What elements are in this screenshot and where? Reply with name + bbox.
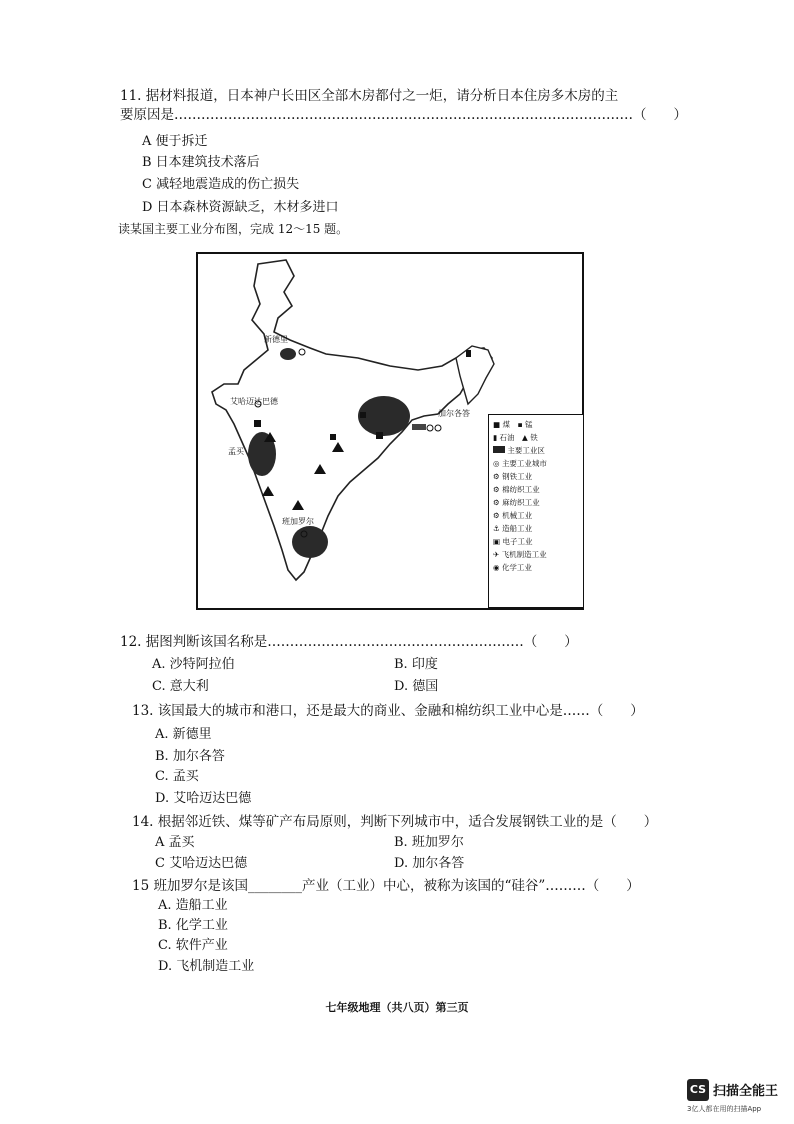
q13-option-a: A. 新德里 xyxy=(155,727,212,742)
q15-stem: 15 班加罗尔是该国________产业（工业）中心，被称为该国的“硅谷”………（ ） xyxy=(132,878,640,894)
chemical-icon: ◉ xyxy=(493,563,500,572)
legend-iron: 铁 xyxy=(530,433,538,442)
q14-option-b: B. 班加罗尔 xyxy=(394,835,464,850)
industry-icon xyxy=(412,424,426,430)
q12-option-b: B. 印度 xyxy=(394,657,438,672)
oil-marker xyxy=(254,420,261,427)
q13-stem: 13. 该国最大的城市和港口，还是最大的商业、金融和棉纺织工业中心是……（ ） xyxy=(132,703,644,719)
india-industry-map xyxy=(196,252,584,610)
jute-icon: ⚙ xyxy=(493,498,500,507)
industry-zone-south xyxy=(292,526,328,558)
q15-option-b: B. 化学工业 xyxy=(158,918,228,933)
coal-marker xyxy=(376,432,383,439)
legend-oil: 石油 xyxy=(499,433,515,442)
q14-option-a: A 孟买 xyxy=(155,835,195,850)
oil-icon: ▮ xyxy=(493,433,498,442)
legend-shipbuilding: 造船工业 xyxy=(502,524,533,533)
electronics-icon: ▣ xyxy=(493,537,501,546)
q13-option-d: D. 艾哈迈达巴德 xyxy=(155,791,252,806)
shipbuilding-icon: ⚓ xyxy=(493,524,500,533)
cotton-icon: ⚙ xyxy=(493,485,500,494)
manganese-marker xyxy=(330,434,336,440)
legend-electronics: 电子工业 xyxy=(502,537,533,546)
q13-option-b: B. 加尔各答 xyxy=(155,749,225,764)
industry-zone-delhi xyxy=(280,348,296,360)
machinery-icon: ⚙ xyxy=(493,511,500,520)
steel-icon: ⚙ xyxy=(493,472,500,481)
legend-industry-zone: 主要工业区 xyxy=(507,446,545,455)
instruction: 读某国主要工业分布图，完成 12～15 题。 xyxy=(118,222,349,236)
city-label-ahmedabad: 艾哈迈达巴德 xyxy=(230,397,278,406)
city-label-mumbai: 孟买 xyxy=(228,447,244,456)
q11-stem-line1: 11. 据材料报道，日本神户长田区全部木房都付之一炬，请分析日本住房多木房的主 xyxy=(120,88,619,104)
legend-machinery: 机械工业 xyxy=(502,511,533,520)
legend-chemical: 化学工业 xyxy=(501,563,532,572)
q14-option-d: D. 加尔各答 xyxy=(394,856,465,871)
iron-icon: ▲ xyxy=(522,433,528,442)
manganese-icon: ▪ xyxy=(517,420,523,429)
coal-marker xyxy=(360,412,366,418)
q12-option-a: A. 沙特阿拉伯 xyxy=(152,657,235,672)
q11-option-c: C 减轻地震造成的伤亡损失 xyxy=(142,177,300,192)
map-legend xyxy=(488,414,584,608)
camscanner-name: 扫描全能王 xyxy=(713,1084,779,1099)
city-marker xyxy=(427,425,433,431)
q14-option-c: C 艾哈迈达巴德 xyxy=(155,856,248,871)
q11-option-d: D 日本森林资源缺乏，木材多进口 xyxy=(142,200,339,215)
city-label-kolkata: 加尔各答 xyxy=(438,409,470,418)
legend-industry-city: 主要工业城市 xyxy=(501,459,547,468)
camscanner-tagline: 3亿人都在用的扫描App xyxy=(687,1105,762,1113)
q15-option-d: D. 飞机制造工业 xyxy=(158,959,255,974)
q12-option-c: C. 意大利 xyxy=(152,679,209,694)
q15-option-c: C. 软件产业 xyxy=(158,938,228,953)
q13-option-c: C. 孟买 xyxy=(155,769,199,784)
legend-cotton: 棉纺织工业 xyxy=(502,485,540,494)
q12-option-d: D. 德国 xyxy=(394,679,439,694)
q11-stem-line2: 要原因是…………………………………………………………………………………………（ ） xyxy=(120,107,687,123)
q12-stem: 12. 据图判断该国名称是…………………………………………………（ ） xyxy=(120,634,578,650)
city-marker xyxy=(435,425,441,431)
aircraft-icon: ✈ xyxy=(493,550,500,559)
q15-option-a: A. 造船工业 xyxy=(158,898,228,913)
city-label-bangalore: 班加罗尔 xyxy=(282,517,314,526)
city-icon: ◎ xyxy=(493,459,500,468)
northeast-region xyxy=(456,346,494,404)
legend-jute: 麻纺织工业 xyxy=(502,498,540,507)
camscanner-logo-icon: CS xyxy=(687,1079,709,1101)
coal-icon: ■ xyxy=(493,420,501,429)
legend-aircraft: 飞机制造工业 xyxy=(501,550,547,559)
city-label-new-delhi: 新德里 xyxy=(264,335,288,344)
q11-option-a: A 便于拆迁 xyxy=(142,134,208,149)
industry-zone-icon xyxy=(493,446,505,453)
industry-icon xyxy=(466,350,471,357)
legend-steel: 钢铁工业 xyxy=(502,472,533,481)
legend-manganese: 锰 xyxy=(524,420,533,429)
page-footer: 七年级地理（共八页）第三页 xyxy=(325,1001,469,1014)
q11-option-b: B 日本建筑技术落后 xyxy=(142,155,260,170)
q14-stem: 14. 根据邻近铁、煤等矿产布局原则，判断下列城市中，适合发展钢铁工业的是（ ） xyxy=(132,814,658,830)
legend-coal: 煤 xyxy=(502,420,510,429)
